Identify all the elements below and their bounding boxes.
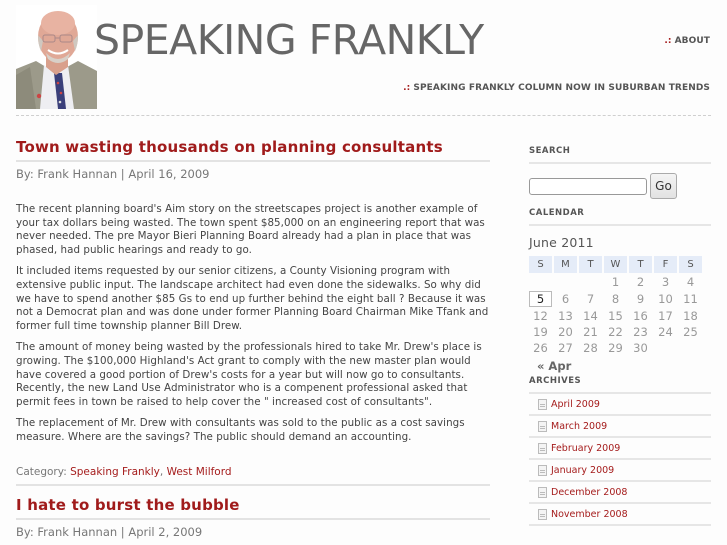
calendar-day: 26 xyxy=(533,341,548,355)
calendar-day: 16 xyxy=(633,309,648,323)
author-photo xyxy=(16,5,97,109)
weekday-header: T xyxy=(629,256,652,273)
calendar-day: 2 xyxy=(636,275,645,289)
calendar-day xyxy=(529,275,552,289)
calendar-day: 7 xyxy=(586,292,595,306)
weekday-header: M xyxy=(554,256,577,273)
search-go-button[interactable]: Go xyxy=(650,173,677,199)
archive-link[interactable]: December 2008 xyxy=(551,486,628,498)
calendar-day: 14 xyxy=(583,309,598,323)
calendar-day: 11 xyxy=(683,292,698,306)
calendar-weekday-row xyxy=(529,256,702,273)
calendar-day: 10 xyxy=(658,292,673,306)
calendar-week-row xyxy=(529,325,702,339)
category-link-west-milford[interactable]: West Milford xyxy=(166,465,232,478)
post-paragraph: It included items requested by our senior citizens, a County Visioning program with extensive public input. The landscape architect had even done the sidewalks. So why did we have to spend another $85 Gs to end up further behind the eight ball ? Because it was not a Democrat plan and was done under former Planning Board Chairman Mike Tfank and former full time township planner Bill Drew. xyxy=(16,265,489,332)
archive-link[interactable]: April 2009 xyxy=(551,398,600,410)
nav-about-label: ABOUT xyxy=(674,36,710,46)
archive-item xyxy=(529,460,711,482)
post-meta: By: Frank Hannan | April 16, 2009 xyxy=(16,167,210,181)
calendar-day: 21 xyxy=(583,325,598,339)
document-icon xyxy=(538,509,547,520)
calendar-day: 18 xyxy=(683,309,698,323)
post xyxy=(16,496,490,539)
calendar-day: 29 xyxy=(608,341,623,355)
calendar-week-row xyxy=(529,341,702,355)
calendar-day: 3 xyxy=(661,275,670,289)
site-title[interactable]: SPEAKING FRANKLY xyxy=(94,16,484,64)
calendar-table xyxy=(527,254,704,357)
calendar-day: 25 xyxy=(683,325,698,339)
calendar-widget xyxy=(529,208,711,373)
archives-widget xyxy=(529,376,711,526)
archives-list xyxy=(529,394,711,526)
post-paragraph: The recent planning board's Aim story on the streetscapes project is another example of your tax dollars being wasted. The town spent $85,000 on an engineering report that was never needed. The pre Mayor Bieri Planning Board already had a plan in place that was phased, had public hearings and ready to go. xyxy=(16,203,485,256)
calendar-day: 4 xyxy=(686,275,695,289)
site-header xyxy=(0,0,727,118)
archives-widget-title: ARCHIVES xyxy=(529,376,711,394)
nav-bullet: .: xyxy=(403,83,411,93)
archive-item xyxy=(529,482,711,504)
calendar-day: 15 xyxy=(608,309,623,323)
calendar-day: 17 xyxy=(658,309,673,323)
search-widget-title: SEARCH xyxy=(529,146,711,164)
calendar-day: 13 xyxy=(558,309,573,323)
search-input[interactable] xyxy=(529,178,647,195)
calendar-day: 1 xyxy=(611,275,620,289)
nav-bullet: .: xyxy=(664,36,672,46)
calendar-week-row xyxy=(529,275,702,289)
post-categories xyxy=(16,466,490,486)
post-body xyxy=(16,203,490,445)
calendar-day: 8 xyxy=(611,292,620,306)
calendar-prev-month-link[interactable]: « Apr xyxy=(537,359,572,373)
archive-item xyxy=(529,438,711,460)
weekday-header: T xyxy=(579,256,602,273)
nav-suburban-trends-label: SPEAKING FRANKLY COLUMN NOW IN SUBURBAN TRENDS xyxy=(413,83,710,93)
archive-item xyxy=(529,504,711,526)
calendar-day: 20 xyxy=(558,325,573,339)
nav-about-link[interactable] xyxy=(664,36,710,46)
calendar-week-row xyxy=(529,309,702,323)
calendar-day-today: 5 xyxy=(529,291,552,307)
calendar-day: 12 xyxy=(533,309,548,323)
main-content xyxy=(16,138,490,539)
category-separator: , xyxy=(159,465,167,478)
archive-link[interactable]: March 2009 xyxy=(551,420,608,432)
search-form xyxy=(529,173,711,199)
calendar-day xyxy=(654,341,677,355)
calendar-day: 30 xyxy=(633,341,648,355)
calendar-day: 22 xyxy=(608,325,623,339)
document-icon xyxy=(538,399,547,410)
document-icon xyxy=(538,421,547,432)
post xyxy=(16,138,490,486)
category-link-speaking-frankly[interactable]: Speaking Frankly xyxy=(70,465,160,478)
post-title-link[interactable]: I hate to burst the bubble xyxy=(16,496,490,520)
archive-link[interactable]: January 2009 xyxy=(551,464,615,476)
calendar-day: 23 xyxy=(633,325,648,339)
post-paragraph: The replacement of Mr. Drew with consultants was sold to the public as a cost savings measure. Where are the savings? The public should demand an accounting. xyxy=(16,417,465,443)
calendar-day: 6 xyxy=(561,292,570,306)
post-title-link[interactable]: Town wasting thousands on planning consultants xyxy=(16,138,490,162)
search-widget xyxy=(529,146,711,199)
header-divider xyxy=(16,115,711,116)
weekday-header: S xyxy=(679,256,702,273)
calendar-day: 28 xyxy=(583,341,598,355)
archive-link[interactable]: February 2009 xyxy=(551,442,621,454)
nav-suburban-trends-link[interactable] xyxy=(403,83,710,93)
calendar-day: 9 xyxy=(636,292,645,306)
calendar-day xyxy=(679,341,702,355)
weekday-header: F xyxy=(654,256,677,273)
archive-item xyxy=(529,394,711,416)
archive-item xyxy=(529,416,711,438)
weekday-header: W xyxy=(604,256,627,273)
post-paragraph: The amount of money being wasted by the professionals hired to take Mr. Drew's place is growing. The $100,000 Highland's Act grant to comply with the new master plan would have covered a good portion of Drew's costs for a year but will now go to consultants. Recently, the new Land Use Administrator who is a compenent professional asked that permit fees in town be raised to help cover the " increased cost of consultants". xyxy=(16,341,482,408)
category-label: Category: xyxy=(16,465,67,478)
calendar-widget-title: CALENDAR xyxy=(529,208,711,226)
calendar-day xyxy=(554,275,577,289)
calendar-week-row xyxy=(529,291,702,307)
calendar-caption: June 2011 xyxy=(529,235,594,250)
calendar-day: 24 xyxy=(658,325,673,339)
document-icon xyxy=(538,487,547,498)
document-icon xyxy=(538,465,547,476)
post-meta: By: Frank Hannan | April 2, 2009 xyxy=(16,524,203,539)
document-icon xyxy=(538,443,547,454)
sidebar xyxy=(529,146,711,526)
calendar-day xyxy=(579,275,602,289)
calendar-day: 27 xyxy=(558,341,573,355)
weekday-header: S xyxy=(529,256,552,273)
calendar-day: 19 xyxy=(533,325,548,339)
archive-link[interactable]: November 2008 xyxy=(551,508,628,520)
